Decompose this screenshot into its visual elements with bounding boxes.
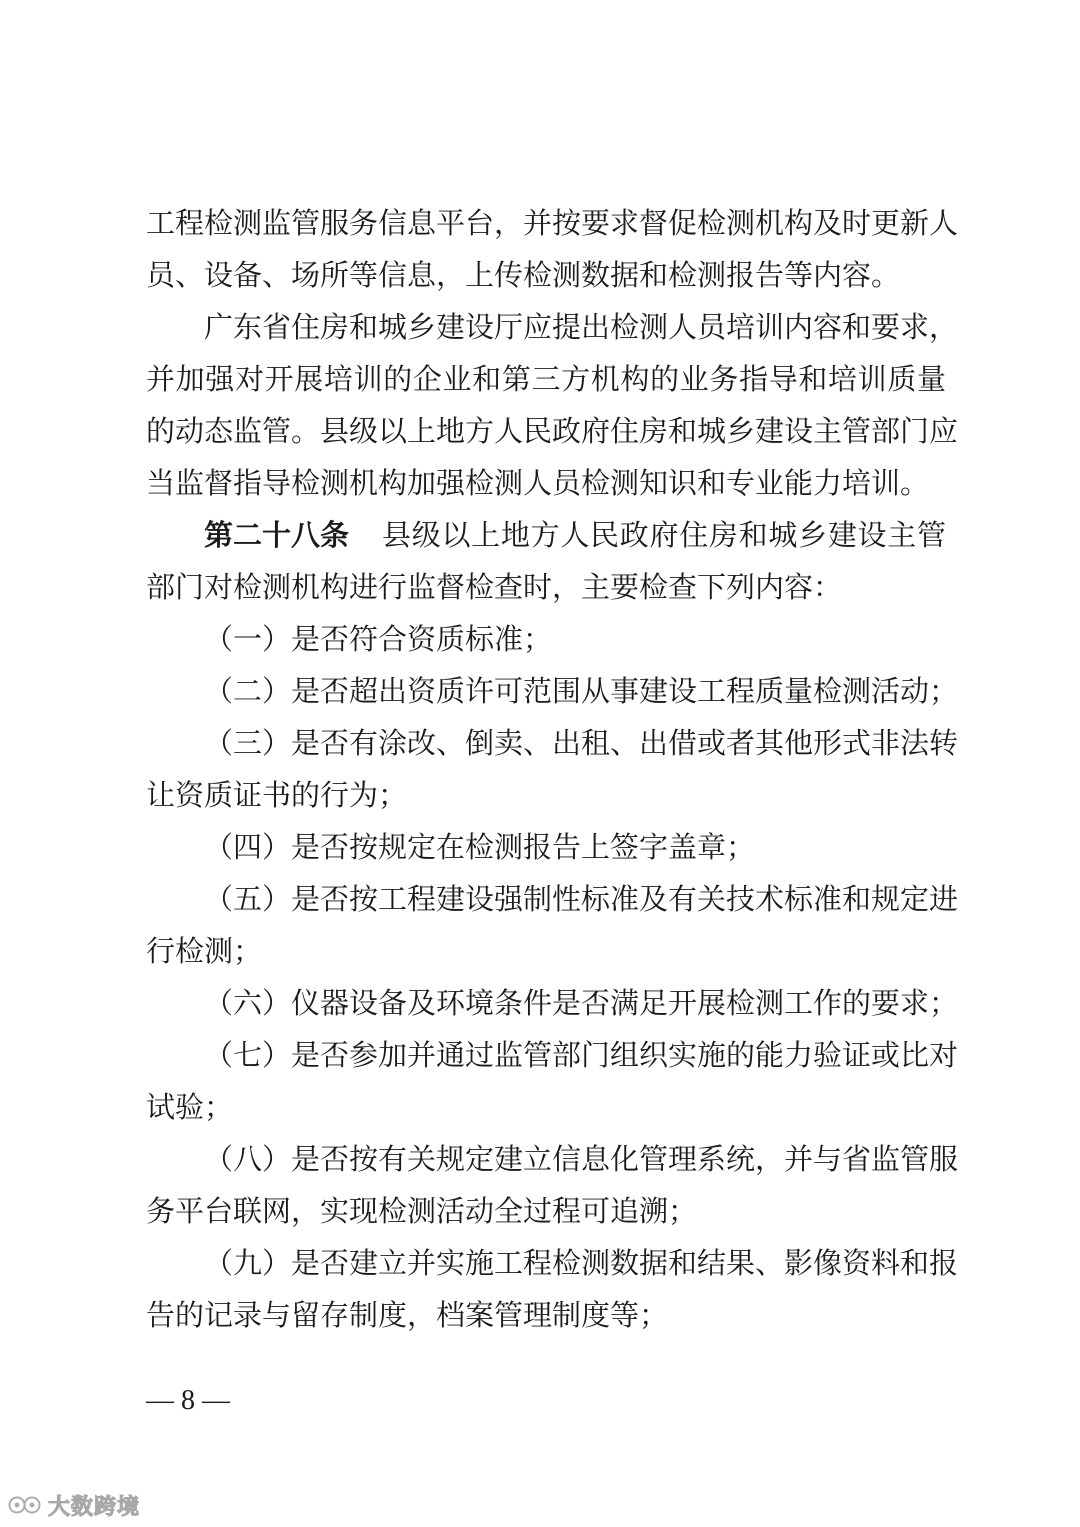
list-item: （一）是否符合资质标准； (204, 622, 553, 656)
list-item: （三）是否有涂改、倒卖、出租、出借或者其他形式非法转 (204, 726, 959, 760)
body-line: 并加强对开展培训的企业和第三方机构的业务指导和培训质量 (146, 362, 946, 396)
body-line: 广东省住房和城乡建设厅应提出检测人员培训内容和要求， (204, 310, 959, 344)
body-line: 的动态监管。县级以上地方人民政府住房和城乡建设主管部门应 (146, 414, 959, 448)
body-line: 员、设备、场所等信息，上传检测数据和检测报告等内容。 (146, 258, 901, 292)
list-item-continuation: 试验； (146, 1090, 234, 1124)
body-line: 工程检测监管服务信息平台，并按要求督促检测机构及时更新人 (146, 206, 959, 240)
list-item: （五）是否按工程建设强制性标准及有关技术标准和规定进 (204, 882, 959, 916)
watermark (8, 1488, 140, 1522)
list-item: （七）是否参加并通过监管部门组织实施的能力验证或比对 (204, 1038, 959, 1072)
list-item: （六）仪器设备及环境条件是否满足开展检测工作的要求； (204, 986, 959, 1020)
list-item-continuation: 告的记录与留存制度，档案管理制度等； (146, 1298, 669, 1332)
list-item: （二）是否超出资质许可范围从事建设工程质量检测活动； (204, 674, 959, 708)
watermark-logo-icon (8, 1492, 42, 1518)
body-line: 部门对检测机构进行监督检查时，主要检查下列内容： (146, 570, 843, 604)
body-line: 当监督指导检测机构加强检测人员检测知识和专业能力培训。 (146, 466, 930, 500)
article-title: 第二十八条 (204, 518, 350, 552)
list-item: （九）是否建立并实施工程检测数据和结果、影像资料和报 (204, 1246, 959, 1280)
list-item: （八）是否按有关规定建立信息化管理系统，并与省监管服 (204, 1142, 959, 1176)
list-item-continuation: 务平台联网，实现检测活动全过程可追溯； (146, 1194, 698, 1228)
list-item-continuation: 行检测； (146, 934, 263, 968)
page-number: — 8 — (146, 1385, 230, 1416)
list-item: （四）是否按规定在检测报告上签字盖章； (204, 830, 756, 864)
list-item-continuation: 让资质证书的行为； (146, 778, 408, 812)
body-line: 县级以上地方人民政府住房和城乡建设主管 (382, 518, 946, 552)
watermark-text: 大数跨境 (48, 1494, 141, 1520)
